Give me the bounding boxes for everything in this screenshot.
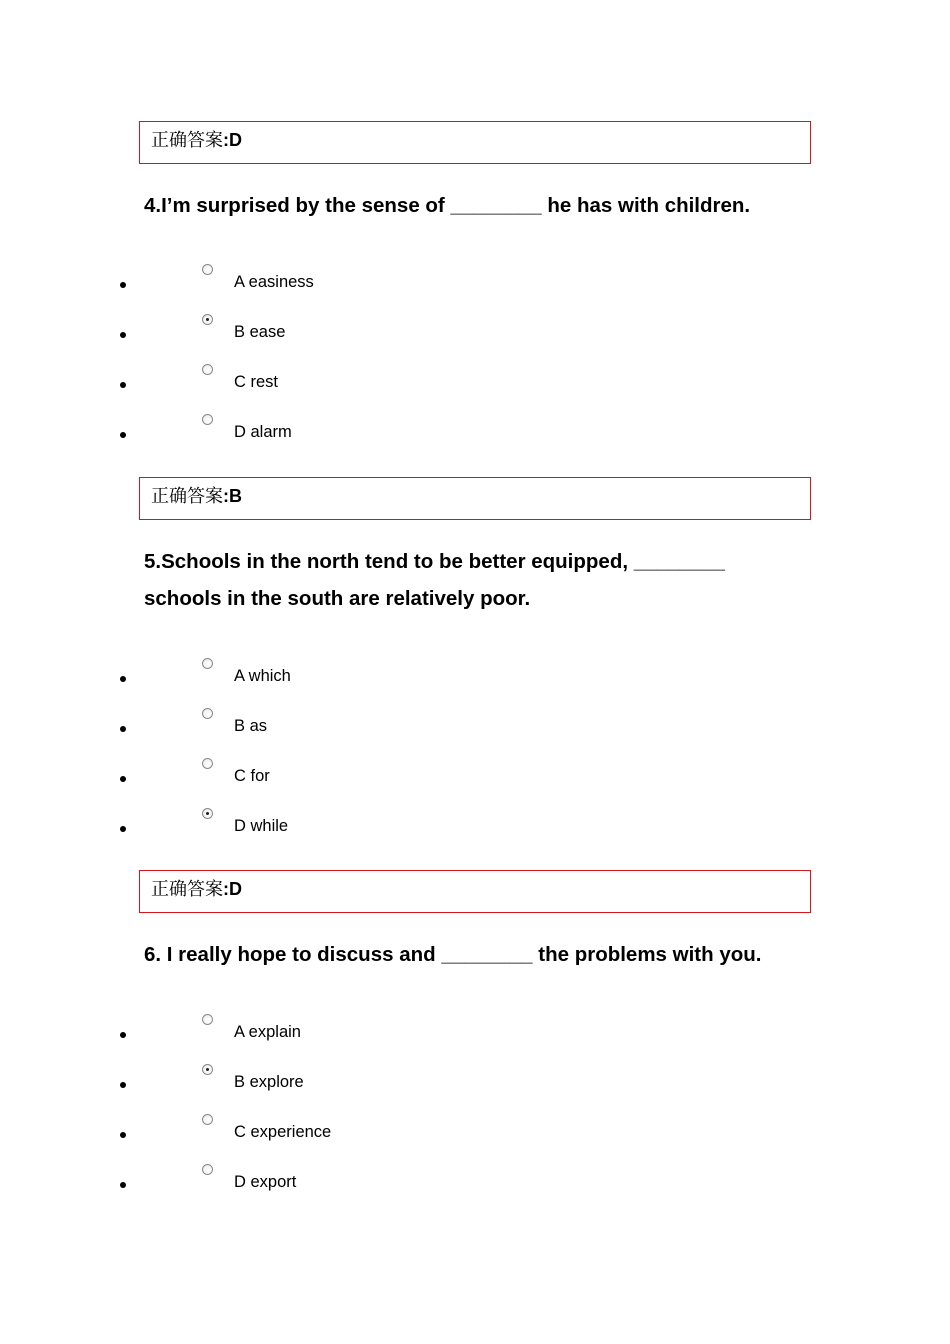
radio-q6-a[interactable] (202, 1014, 213, 1025)
option-label-q6-a[interactable]: A explain (234, 1023, 301, 1041)
radio-q4-c[interactable] (202, 364, 213, 375)
option-label-q5-c[interactable]: C for (234, 767, 270, 785)
answer-box-q5 (139, 870, 811, 913)
list-bullet (120, 776, 126, 782)
list-bullet (120, 676, 126, 682)
list-bullet (120, 726, 126, 732)
correct-answer (151, 129, 242, 152)
correct-answer-label: 正确答案 (151, 130, 223, 151)
option-label-q4-a[interactable]: A easiness (234, 273, 314, 291)
option-label-q5-d[interactable]: D while (234, 817, 289, 835)
radio-q5-a[interactable] (202, 658, 213, 669)
correct-answer-label: 正确答案 (151, 486, 223, 507)
option-label-q4-d[interactable]: D alarm (234, 423, 292, 441)
correct-answer-letter: D (229, 130, 242, 150)
radio-q4-a[interactable] (202, 264, 213, 275)
answer-box-q4 (139, 477, 811, 520)
list-bullet (120, 1082, 126, 1088)
radio-q4-b-selected[interactable] (202, 314, 213, 325)
question-5-text-line1: 5.Schools in the north tend to be better equipped, ________ (144, 550, 725, 573)
radio-q5-d-selected[interactable] (202, 808, 213, 819)
radio-q6-b-selected[interactable] (202, 1064, 213, 1075)
radio-q5-b[interactable] (202, 708, 213, 719)
question-4-text: 4.I’m surprised by the sense of ________ he has with children. (144, 194, 751, 217)
correct-answer (151, 878, 242, 901)
list-bullet (120, 382, 126, 388)
list-bullet (120, 826, 126, 832)
correct-answer-letter: D (229, 879, 242, 899)
list-bullet (120, 432, 126, 438)
radio-q4-d[interactable] (202, 414, 213, 425)
option-label-q6-d[interactable]: D export (234, 1173, 297, 1191)
radio-q5-c[interactable] (202, 758, 213, 769)
question-6-text: 6. I really hope to discuss and ________ the problems with you. (144, 943, 762, 966)
radio-q6-d[interactable] (202, 1164, 213, 1175)
radio-q6-c[interactable] (202, 1114, 213, 1125)
correct-answer (151, 485, 242, 508)
list-bullet (120, 1182, 126, 1188)
option-label-q5-b[interactable]: B as (234, 717, 268, 735)
correct-answer-label: 正确答案 (151, 879, 223, 900)
option-label-q5-a[interactable]: A which (234, 667, 291, 685)
list-bullet (120, 282, 126, 288)
list-bullet (120, 332, 126, 338)
correct-answer-separator: : (223, 879, 229, 899)
option-label-q4-c[interactable]: C rest (234, 373, 279, 391)
correct-answer-letter: B (229, 486, 242, 506)
correct-answer-separator: : (223, 130, 229, 150)
list-bullet (120, 1132, 126, 1138)
question-5-text-line2: schools in the south are relatively poor. (144, 587, 531, 610)
option-label-q6-b[interactable]: B explore (234, 1073, 304, 1091)
option-label-q4-b[interactable]: B ease (234, 323, 286, 341)
option-label-q6-c[interactable]: C experience (234, 1123, 332, 1141)
correct-answer-separator: : (223, 486, 229, 506)
list-bullet (120, 1032, 126, 1038)
answer-box-q3 (139, 121, 811, 164)
